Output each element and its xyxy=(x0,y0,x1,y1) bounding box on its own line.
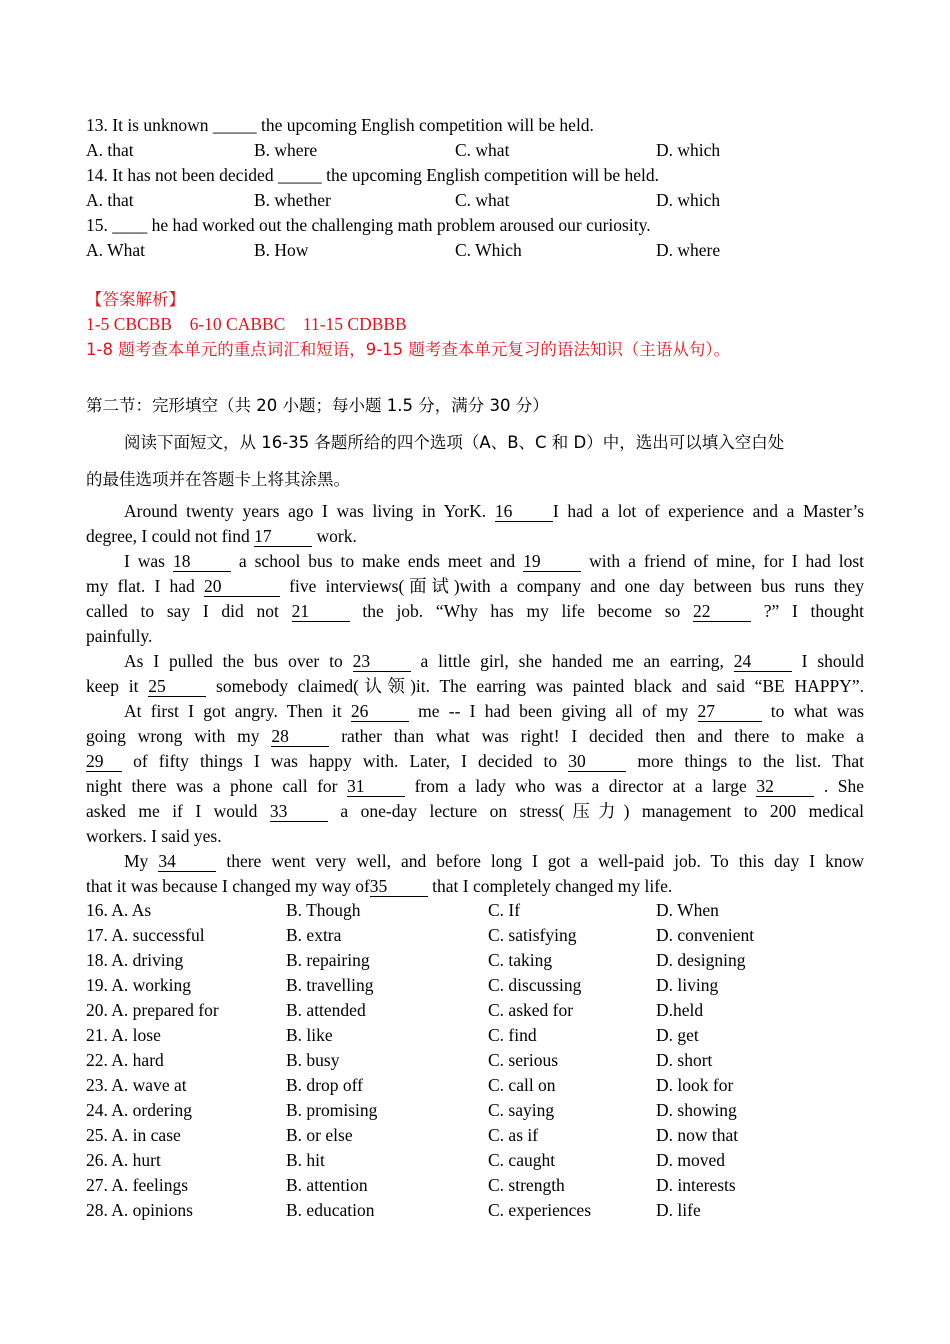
option-b[interactable]: B. promising xyxy=(286,1100,378,1120)
choice-row-24 xyxy=(86,1098,866,1123)
option-b[interactable]: B. or else xyxy=(286,1125,353,1145)
passage-line xyxy=(86,674,864,699)
text: a little girl, she handed me an earring, xyxy=(420,651,724,671)
option-b[interactable]: B. drop off xyxy=(286,1075,363,1095)
instruction-line-2: 的最佳选项并在答题卡上将其涂黑。 xyxy=(86,470,350,489)
option-b[interactable]: B. Though xyxy=(286,900,361,920)
question-13-options xyxy=(86,138,866,163)
option-d[interactable]: D. get xyxy=(656,1025,699,1045)
blank-29[interactable]: 29 xyxy=(86,751,122,772)
option-d[interactable]: D. where xyxy=(656,240,721,260)
option-c[interactable]: C. strength xyxy=(488,1175,565,1195)
choice-row-26 xyxy=(86,1148,866,1173)
blank-31[interactable]: 31 xyxy=(347,776,405,797)
blank-27[interactable]: 27 xyxy=(698,701,762,722)
blank-30[interactable]: 30 xyxy=(568,751,626,772)
option-a[interactable]: A. that xyxy=(86,190,134,210)
text: night there was a phone call for xyxy=(86,776,338,796)
text: a one-day lecture on stress(压力) management to 200 medical xyxy=(340,801,864,821)
passage-line xyxy=(86,649,864,674)
option-b[interactable]: B. busy xyxy=(286,1050,340,1070)
option-c[interactable]: C. what xyxy=(455,190,510,210)
text: with a friend of mine, for I had lost xyxy=(589,551,865,571)
text: that I completely changed my life. xyxy=(432,876,673,896)
choice-row-28 xyxy=(86,1198,866,1223)
option-c[interactable]: C. Which xyxy=(455,240,522,260)
option-b[interactable]: B. extra xyxy=(286,925,342,945)
blank-16[interactable]: 16 xyxy=(495,501,553,522)
text: ?” I thought xyxy=(763,601,865,621)
blank-25[interactable]: 25 xyxy=(148,676,206,697)
choice-row-16 xyxy=(86,898,866,923)
choice-row-19 xyxy=(86,973,866,998)
choice-row-17 xyxy=(86,923,866,948)
option-b[interactable]: B. attention xyxy=(286,1175,368,1195)
option-a[interactable]: 17. A. successful xyxy=(86,925,205,945)
option-d[interactable]: D. now that xyxy=(656,1125,739,1145)
text: called to say I did not xyxy=(86,601,279,621)
blank-18[interactable]: 18 xyxy=(173,551,231,572)
option-b[interactable]: B. hit xyxy=(286,1150,325,1170)
text: painfully. xyxy=(86,626,153,646)
text: my flat. I had xyxy=(86,576,195,596)
text: workers. I said yes. xyxy=(86,826,222,846)
option-c[interactable]: C. find xyxy=(488,1025,537,1045)
text: degree, I could not find xyxy=(86,526,250,546)
option-d[interactable]: D. which xyxy=(656,190,721,210)
text: more things to the list. That xyxy=(637,751,865,771)
question-15: 15. ____ he had worked out the challenging math problem aroused our curiosity. xyxy=(86,215,651,235)
passage-line xyxy=(86,549,864,574)
question-14: 14. It has not been decided _____ the upcoming English competition will be held. xyxy=(86,165,660,185)
option-a[interactable]: A. What xyxy=(86,240,145,260)
passage-line xyxy=(86,624,864,649)
blank-28[interactable]: 28 xyxy=(271,726,329,747)
text: I was xyxy=(124,551,165,571)
option-a[interactable]: 27. A. feelings xyxy=(86,1175,189,1195)
blank-17[interactable]: 17 xyxy=(254,526,312,547)
option-a[interactable]: 26. A. hurt xyxy=(86,1150,161,1170)
blank-23[interactable]: 23 xyxy=(353,651,411,672)
choice-row-23 xyxy=(86,1073,866,1098)
text: there went very well, and before long I got a well-paid job. To this day I know xyxy=(226,851,865,871)
option-c[interactable]: C. experiences xyxy=(488,1200,592,1220)
passage-line xyxy=(86,499,864,524)
option-d[interactable]: D. designing xyxy=(656,950,746,970)
option-c[interactable]: C. asked for xyxy=(488,1000,574,1020)
option-c[interactable]: C. taking xyxy=(488,950,553,970)
text: from a lady who was a director at a large xyxy=(414,776,747,796)
text: . She xyxy=(823,776,865,796)
option-a[interactable]: A. that xyxy=(86,140,134,160)
option-b[interactable]: B. attended xyxy=(286,1000,366,1020)
option-d[interactable]: D. convenient xyxy=(656,925,755,945)
text: asked me if I would xyxy=(86,801,258,821)
option-d[interactable]: D.held xyxy=(656,1000,704,1020)
passage-line xyxy=(86,699,864,724)
option-b[interactable]: B. travelling xyxy=(286,975,374,995)
blank-24[interactable]: 24 xyxy=(734,651,792,672)
text: going wrong with my xyxy=(86,726,260,746)
option-c[interactable]: C. what xyxy=(455,140,510,160)
question-15-options xyxy=(86,238,866,263)
option-a[interactable]: 28. A. opinions xyxy=(86,1200,193,1220)
blank-19[interactable]: 19 xyxy=(523,551,581,572)
text: I had a lot of experience and a Master’s xyxy=(552,501,865,521)
text: Around twenty years ago I was living in YorK. xyxy=(124,501,487,521)
text: I should xyxy=(801,651,865,671)
text: As I pulled the bus over to xyxy=(124,651,343,671)
instruction-line-1: 阅读下面短文，从 16-35 各题所给的四个选项（A、B、C 和 D）中，选出可以填入空白处 xyxy=(124,433,785,452)
choice-row-27 xyxy=(86,1173,866,1198)
blank-35[interactable]: 35 xyxy=(370,876,428,897)
passage-line xyxy=(86,824,864,849)
passage-line xyxy=(86,724,864,749)
option-d[interactable]: D. living xyxy=(656,975,719,995)
text: that it was because I changed my way of xyxy=(86,876,370,896)
option-b[interactable]: B. where xyxy=(254,140,318,160)
text: me -- I had been giving all of my xyxy=(418,701,689,721)
option-b[interactable]: B. whether xyxy=(254,190,331,210)
choice-row-20 xyxy=(86,998,866,1023)
text: At first I got angry. Then it xyxy=(124,701,342,721)
option-a[interactable]: 22. A. hard xyxy=(86,1050,164,1070)
option-b[interactable]: B. education xyxy=(286,1200,375,1220)
option-a[interactable]: 24. A. ordering xyxy=(86,1100,192,1120)
option-c[interactable]: C. satisfying xyxy=(488,925,577,945)
option-d[interactable]: D. interests xyxy=(656,1175,736,1195)
passage-line xyxy=(86,524,864,549)
passage-line xyxy=(86,874,864,899)
option-b[interactable]: B. like xyxy=(286,1025,333,1045)
blank-34[interactable]: 34 xyxy=(158,851,216,872)
option-c[interactable]: C. serious xyxy=(488,1050,558,1070)
answer-heading: 【答案解析】 xyxy=(86,290,185,309)
option-d[interactable]: D. which xyxy=(656,140,721,160)
choice-row-18 xyxy=(86,948,866,973)
blank-33[interactable]: 33 xyxy=(270,801,328,822)
passage-line xyxy=(86,774,864,799)
option-a[interactable]: 25. A. in case xyxy=(86,1125,181,1145)
option-d[interactable]: D. look for xyxy=(656,1075,734,1095)
text: five interviews(面试)with a company and one day between bus runs they xyxy=(289,576,865,596)
section-heading: 第二节：完形填空（共 20 小题；每小题 1.5 分，满分 30 分） xyxy=(86,396,549,415)
option-a[interactable]: 18. A. driving xyxy=(86,950,184,970)
option-c[interactable]: C. caught xyxy=(488,1150,556,1170)
blank-22[interactable]: 22 xyxy=(693,601,751,622)
option-a[interactable]: 20. A. prepared for xyxy=(86,1000,219,1020)
option-a[interactable]: 16. A. As xyxy=(86,900,152,920)
text: rather than what was right! I decided then and there to make a xyxy=(341,726,865,746)
question-13: 13. It is unknown _____ the upcoming English competition will be held. xyxy=(86,115,594,135)
option-c[interactable]: C. as if xyxy=(488,1125,539,1145)
option-b[interactable]: B. repairing xyxy=(286,950,370,970)
option-d[interactable]: D. showing xyxy=(656,1100,737,1120)
blank-32[interactable]: 32 xyxy=(756,776,814,797)
answer-note: 1-8 题考查本单元的重点词汇和短语，9-15 题考查本单元复习的语法知识（主语从句）。 xyxy=(86,340,731,359)
option-a[interactable]: 19. A. working xyxy=(86,975,191,995)
passage-line xyxy=(86,849,864,874)
option-c[interactable]: C. discussing xyxy=(488,975,582,995)
text: keep it xyxy=(86,676,139,696)
option-c[interactable]: C. If xyxy=(488,900,521,920)
option-d[interactable]: D. moved xyxy=(656,1150,726,1170)
blank-21[interactable]: 21 xyxy=(292,601,350,622)
option-c[interactable]: C. saying xyxy=(488,1100,555,1120)
passage-line xyxy=(86,574,864,599)
choice-row-25 xyxy=(86,1123,866,1148)
text: a school bus to make ends meet and xyxy=(238,551,516,571)
choice-row-21 xyxy=(86,1023,866,1048)
text: My xyxy=(124,851,149,871)
option-a[interactable]: 21. A. lose xyxy=(86,1025,161,1045)
option-d[interactable]: D. short xyxy=(656,1050,713,1070)
option-d[interactable]: D. life xyxy=(656,1200,701,1220)
blank-20[interactable]: 20 xyxy=(204,576,280,597)
text: somebody claimed(认领)it. The earring was painted black and said “BE HAPPY”. xyxy=(216,676,865,696)
passage-line xyxy=(86,749,864,774)
passage-line xyxy=(86,799,864,824)
option-b[interactable]: B. How xyxy=(254,240,309,260)
question-14-options xyxy=(86,188,866,213)
text: of fifty things I was happy with. Later, I decided to xyxy=(133,751,558,771)
text: to what was xyxy=(770,701,865,721)
option-d[interactable]: D. When xyxy=(656,900,719,920)
passage-line xyxy=(86,599,864,624)
text: the job. “Why has my life become so xyxy=(362,601,681,621)
option-a[interactable]: 23. A. wave at xyxy=(86,1075,187,1095)
blank-26[interactable]: 26 xyxy=(351,701,409,722)
choice-row-22 xyxy=(86,1048,866,1073)
option-c[interactable]: C. call on xyxy=(488,1075,556,1095)
answer-keys: 1-5 CBCBB 6-10 CABBC 11-15 CDBBB xyxy=(86,314,407,334)
text: work. xyxy=(316,526,357,546)
